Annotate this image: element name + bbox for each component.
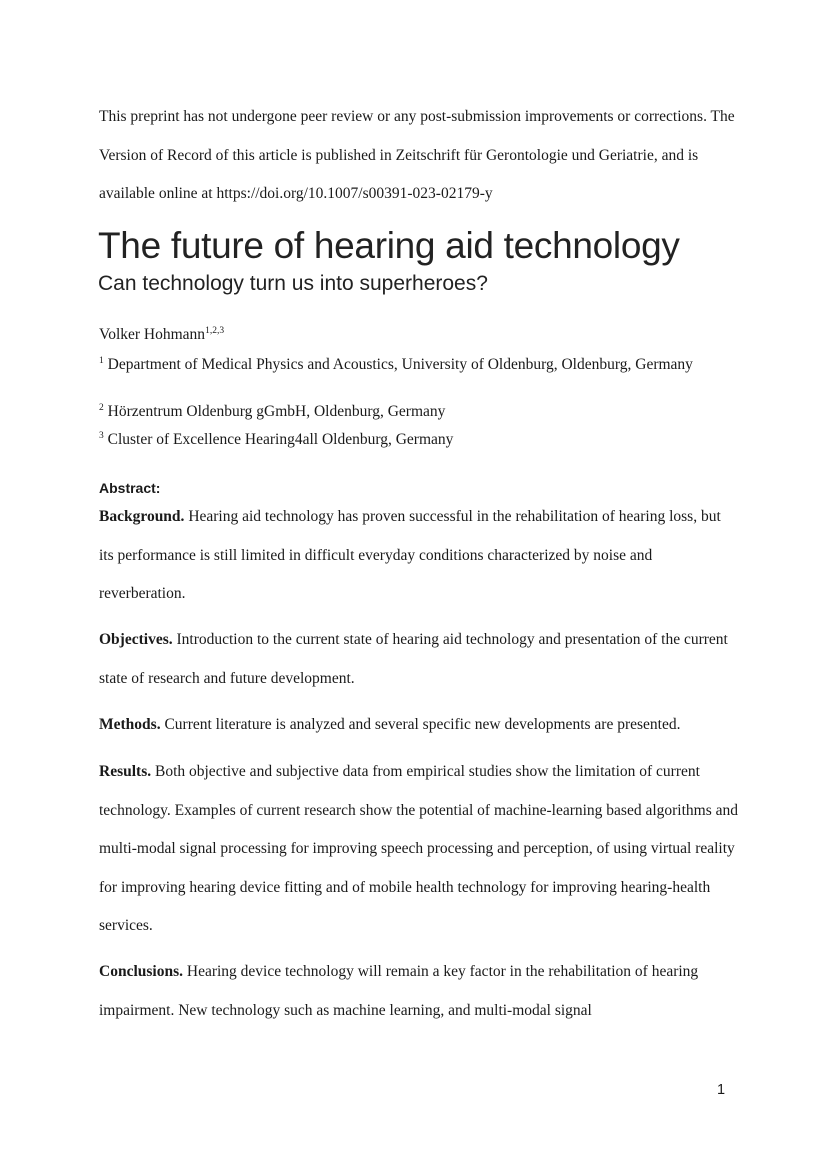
affiliation-number: 3 <box>99 431 104 441</box>
page-number: 1 <box>717 1082 726 1098</box>
section-label: Methods. <box>99 716 161 733</box>
author-affiliation-marks: 1,2,3 <box>205 326 225 336</box>
affiliation-1 <box>99 355 699 374</box>
section-label: Objectives. <box>99 631 173 648</box>
abstract-conclusions <box>99 953 739 1030</box>
author-line <box>99 326 224 344</box>
abstract-heading: Abstract: <box>99 480 161 496</box>
section-text: Both objective and subjective data from empirical studies show the limitation of current technology. Examples of current research show the potential of machine-learning based algorithms and multi-modal signal processing for improving speech processing and perception, of using virtual reality for improving hearing device fitting and of mobile health technology for improving hearing-health services. <box>99 763 739 934</box>
affiliation-text: Hörzentrum Oldenburg gGmbH, Oldenburg, Germany <box>107 403 446 420</box>
affiliation-number: 2 <box>99 403 104 413</box>
affiliation-3 <box>99 430 699 449</box>
section-text: Introduction to the current state of hearing aid technology and presentation of the current state of research and future development. <box>99 631 728 687</box>
affiliation-2 <box>99 402 699 421</box>
affiliation-text: Department of Medical Physics and Acoustics, University of Oldenburg, Oldenburg, Germany <box>107 356 693 373</box>
section-label: Conclusions. <box>99 963 183 980</box>
section-text: Hearing device technology will remain a key factor in the rehabilitation of hearing impairment. New technology such as machine learning, and multi-modal signal <box>99 963 699 1019</box>
paper-title: The future of hearing aid technology <box>98 225 680 266</box>
abstract-background <box>99 498 739 614</box>
affiliation-number: 1 <box>99 356 104 366</box>
abstract-objectives <box>99 621 739 698</box>
section-text: Current literature is analyzed and several specific new developments are presented. <box>164 716 681 733</box>
section-label: Background. <box>99 508 185 525</box>
section-label: Results. <box>99 763 152 780</box>
author-name: Volker Hohmann <box>99 326 206 343</box>
section-text: Hearing aid technology has proven successful in the rehabilitation of hearing loss, but its performance is still limited in difficult everyday conditions characterized by noise and reverberation. <box>99 508 721 602</box>
affiliation-text: Cluster of Excellence Hearing4all Oldenburg, Germany <box>107 431 454 448</box>
preprint-notice: This preprint has not undergone peer review or any post-submission improvements or corrections. The Version of Record of this article is published in Zeitschrift für Gerontologie und Geriatrie, and is available online at https://doi.org/10.1007/s00391-023-02179-y <box>99 108 735 202</box>
abstract-results <box>99 753 739 946</box>
abstract-methods <box>99 706 739 745</box>
paper-subtitle: Can technology turn us into superheroes? <box>98 272 488 295</box>
